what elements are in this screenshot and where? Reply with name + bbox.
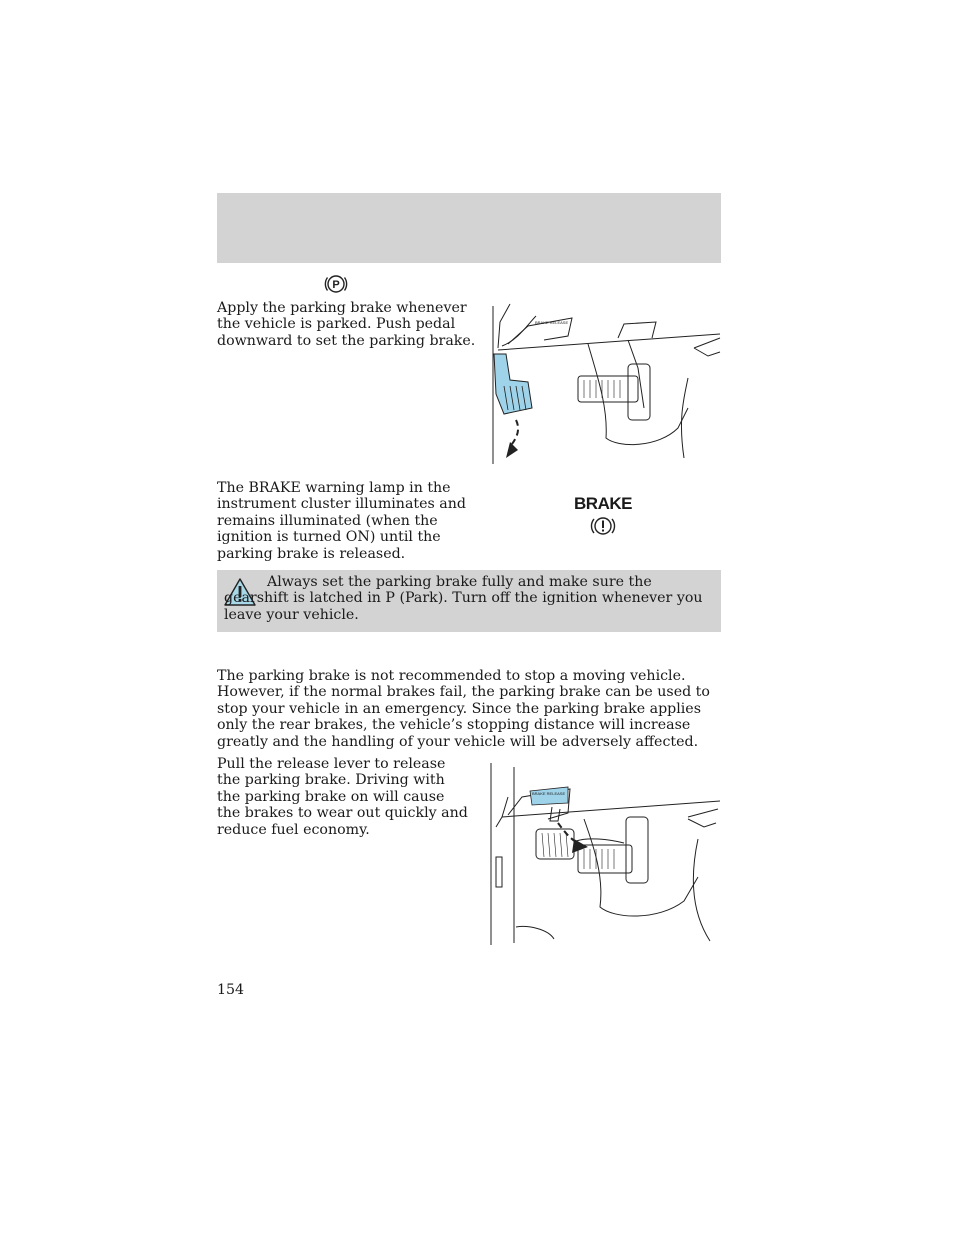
brake-warning-icon [588, 514, 618, 538]
brake-release-tag: BRAKE RELEASE [532, 791, 566, 796]
brake-lamp-label: BRAKE [574, 494, 632, 513]
svg-text:P: P [332, 279, 340, 292]
page-number: 154 [217, 982, 245, 998]
release-lever-paragraph: Pull the release lever to release the parking brake. Driving with the parking brake on will cause the brakes to wear out quickly and reduce fuel economy. [217, 756, 468, 838]
parking-brake-apply-paragraph: Apply the parking brake whenever the vehicle is parked. Push pedal downward to set the parking brake. [217, 300, 476, 349]
parking-brake-p-icon [323, 272, 349, 296]
brake-release-tag: BRAKE RELEASE [535, 320, 569, 325]
brake-release-lever-figure [488, 757, 722, 947]
section-header-bar [217, 193, 721, 263]
brake-warning-lamp [560, 494, 646, 538]
brake-lamp-paragraph: The BRAKE warning lamp in the instrument cluster illuminates and remains illuminated (when the ignition is turned ON) until the parking brake is released. [217, 480, 466, 562]
warning-text: Always set the parking brake fully and make sure the gearshift is latched in P (Park). Turn off the ignition whenever you leave your vehicle. [224, 574, 703, 623]
emergency-brake-paragraph: The parking brake is not recommended to stop a moving vehicle. However, if the normal brakes fail, the parking brake can be used to stop your vehicle in an emergency. Since the parking brake applies only the rear brakes, the vehicle’s stopping distance will increase greatly and the handling of your vehicle will be adversely affected. [217, 668, 710, 750]
parking-brake-pedal-figure [488, 298, 722, 466]
